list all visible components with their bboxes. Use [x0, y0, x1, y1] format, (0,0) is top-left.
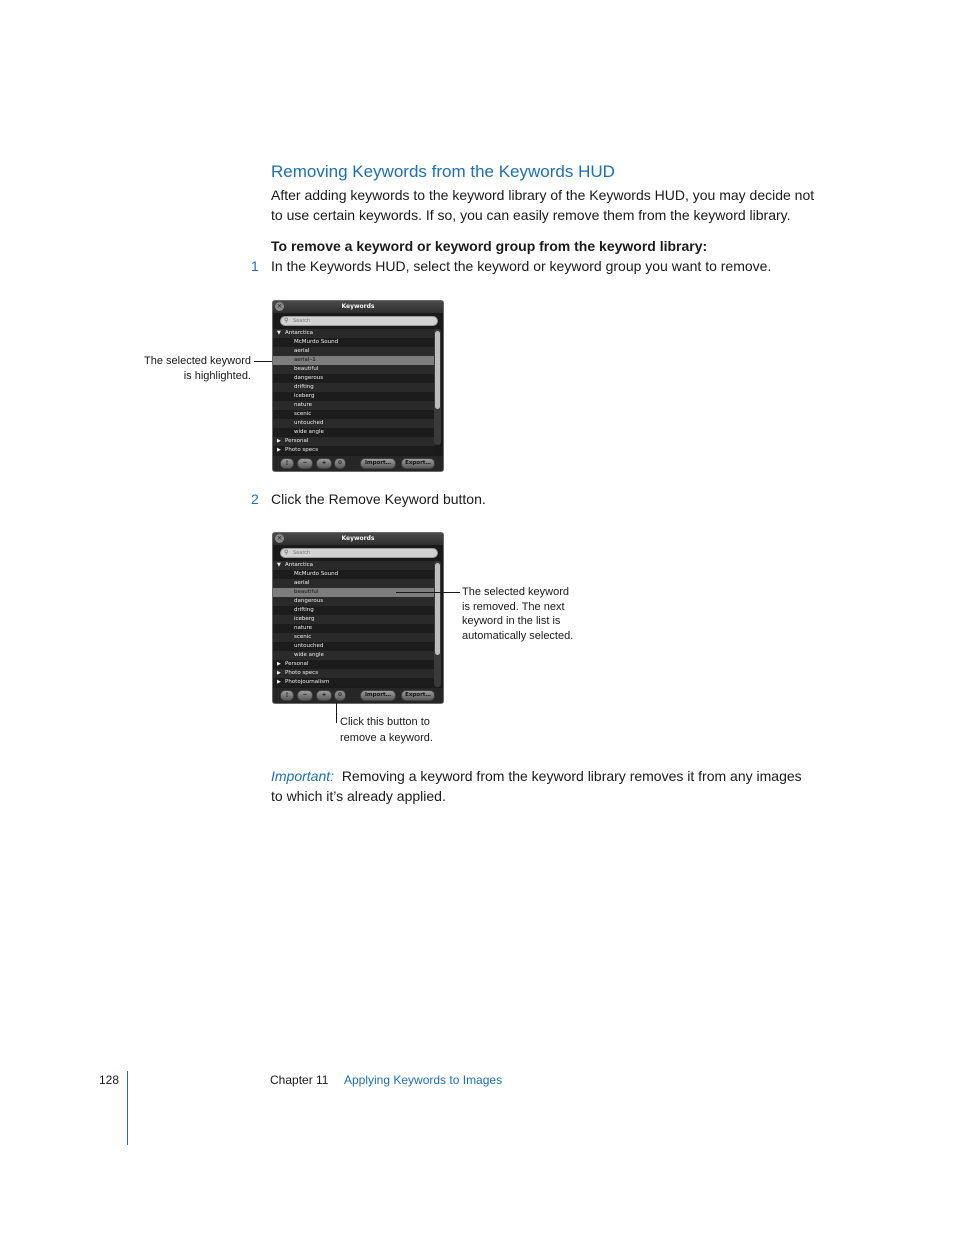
remove-keyword-button[interactable]: − [297, 458, 313, 469]
keyword-row[interactable] [273, 651, 435, 660]
keyword-label: drifting [294, 607, 314, 613]
disclosure-closed-icon[interactable]: ▶ [277, 661, 281, 667]
keyword-label: iceberg [294, 616, 315, 622]
keyword-row[interactable] [273, 597, 435, 606]
lock-button[interactable]: ▯ [280, 458, 294, 469]
keyword-row[interactable] [273, 347, 435, 356]
keyword-row[interactable] [273, 338, 435, 347]
keyword-group-row[interactable] [273, 660, 435, 669]
keyword-row[interactable] [273, 410, 435, 419]
keyword-row[interactable] [273, 642, 435, 651]
figure2-right-callout-line [396, 592, 460, 593]
close-icon[interactable]: × [276, 302, 283, 310]
keyword-list [273, 329, 435, 455]
keyword-label: iceberg [294, 393, 315, 399]
disclosure-open-icon[interactable]: ▼ [277, 330, 281, 336]
footer-rule [127, 1071, 128, 1145]
keyword-row[interactable] [273, 365, 435, 374]
keyword-list [273, 561, 435, 687]
figure2-right-caption-line1: The selected keyword [462, 586, 569, 598]
scrollbar[interactable] [434, 561, 441, 687]
keyword-row[interactable] [273, 356, 435, 365]
keyword-row[interactable] [273, 383, 435, 392]
keywords-hud-1 [272, 300, 444, 472]
add-keyword-button[interactable]: + [316, 458, 332, 469]
export-button[interactable]: Export… [401, 690, 435, 701]
keyword-row[interactable] [273, 624, 435, 633]
keyword-group-row[interactable] [273, 678, 435, 687]
search-placeholder: Search [293, 550, 311, 556]
intro-line-2: to use certain keywords. If so, you can easily remove them from the keyword library. [271, 207, 791, 223]
keyword-row[interactable] [273, 579, 435, 588]
keyword-row[interactable] [273, 374, 435, 383]
keyword-row[interactable] [273, 419, 435, 428]
important-line-1 [271, 766, 831, 786]
keyword-group-row[interactable] [273, 446, 435, 455]
scroll-thumb[interactable] [435, 563, 440, 655]
figure1-caption [120, 354, 251, 383]
keyword-row[interactable] [273, 606, 435, 615]
export-button[interactable]: Export… [401, 458, 435, 469]
keyword-label: untouched [294, 420, 324, 426]
figure2-bottom-caption-line2: remove a keyword. [340, 731, 433, 744]
keyword-label: Photo specs [285, 447, 319, 453]
figure2-bottom-caption-line1: Click this button to [340, 716, 430, 728]
important-text-1: Removing a keyword from the keyword library removes it from any images [341, 768, 802, 784]
scrollbar[interactable] [434, 329, 441, 445]
keyword-label: Personal [285, 438, 309, 444]
figure2-right-caption-line2: is removed. The next [462, 600, 565, 613]
keyword-label: nature [294, 402, 313, 408]
disclosure-closed-icon[interactable]: ▶ [277, 670, 281, 676]
search-field[interactable] [280, 548, 438, 558]
figure1-caption-line2: is highlighted. [183, 369, 251, 382]
figure2-right-caption [462, 585, 602, 643]
keyword-label: Antarctica [285, 330, 314, 336]
keyword-label: McMurdo Sound [294, 571, 339, 577]
keyword-label: dangerous [294, 375, 324, 381]
scroll-thumb[interactable] [435, 331, 440, 409]
keyword-label: untouched [294, 643, 324, 649]
task-heading: To remove a keyword or keyword group from the keyword library: [271, 238, 708, 254]
gear-icon[interactable]: ⚙ [334, 458, 346, 469]
intro-line-1: After adding keywords to the keyword library of the Keywords HUD, you may decide not [271, 187, 815, 203]
close-icon[interactable]: × [276, 534, 283, 542]
keyword-label: scenic [294, 634, 312, 640]
disclosure-open-icon[interactable]: ▼ [277, 562, 281, 568]
step-2-number: 2 [251, 491, 259, 507]
hud-title: Keywords [273, 533, 443, 545]
import-button[interactable]: Import… [360, 690, 396, 701]
important-line-2: to which it’s already applied. [271, 788, 446, 804]
chapter-label: Chapter 11 [270, 1073, 329, 1087]
keyword-label: wide angle [294, 429, 324, 435]
keyword-row[interactable] [273, 633, 435, 642]
keyword-label: McMurdo Sound [294, 339, 339, 345]
disclosure-closed-icon[interactable]: ▶ [277, 447, 281, 453]
chapter-title-link[interactable]: Applying Keywords to Images [344, 1073, 503, 1087]
step-1-number: 1 [251, 258, 259, 274]
page-number: 128 [99, 1073, 120, 1087]
keyword-label: Photojournalism [285, 679, 330, 685]
keyword-label: beautiful [294, 589, 319, 595]
gear-icon[interactable]: ⚙ [334, 690, 346, 701]
search-icon: ⚲ [284, 549, 289, 556]
keyword-label: aerial [294, 580, 310, 586]
keyword-label: dangerous [294, 598, 324, 604]
keyword-label: Personal [285, 661, 309, 667]
keyword-label: aerial–1 [294, 357, 316, 363]
lock-button[interactable]: ▯ [280, 690, 294, 701]
keyword-row[interactable] [273, 401, 435, 410]
search-placeholder: Search [293, 318, 311, 324]
hud-toolbar [273, 456, 443, 471]
keyword-label: nature [294, 625, 313, 631]
keyword-label: wide angle [294, 652, 324, 658]
figure2-right-caption-line4: automatically selected. [462, 629, 574, 642]
keyword-label: Antarctica [285, 562, 314, 568]
figure1-callout-line [254, 361, 273, 362]
keyword-row[interactable] [273, 570, 435, 579]
keyword-label: scenic [294, 411, 312, 417]
hud-toolbar [273, 688, 443, 703]
keywords-hud-2 [272, 532, 444, 704]
keyword-label: drifting [294, 384, 314, 390]
important-label: Important: [271, 768, 335, 784]
keyword-row[interactable] [273, 615, 435, 624]
figure1-caption-line1: The selected keyword [144, 355, 251, 367]
step-1-text: In the Keywords HUD, select the keyword or keyword group you want to remove. [271, 258, 772, 274]
keyword-row[interactable] [273, 428, 435, 437]
disclosure-closed-icon[interactable]: ▶ [277, 438, 281, 444]
keyword-row[interactable] [273, 392, 435, 401]
section-title: Removing Keywords from the Keywords HUD [271, 162, 615, 181]
search-icon: ⚲ [284, 317, 289, 324]
step-2-text: Click the Remove Keyword button. [271, 491, 486, 507]
figure2-bottom-caption [340, 715, 480, 746]
keyword-group-row[interactable] [273, 561, 435, 570]
add-keyword-button[interactable]: + [316, 690, 332, 701]
disclosure-closed-icon[interactable]: ▶ [277, 679, 281, 685]
keyword-label: aerial [294, 348, 310, 354]
keyword-label: Photo specs [285, 670, 319, 676]
figure2-right-caption-line3: keyword in the list is [462, 615, 561, 627]
keyword-group-row[interactable] [273, 329, 435, 338]
search-field[interactable] [280, 316, 438, 326]
keyword-group-row[interactable] [273, 669, 435, 678]
keyword-group-row[interactable] [273, 437, 435, 446]
figure2-bottom-callout-line [336, 703, 337, 723]
hud-title: Keywords [273, 301, 443, 313]
keyword-label: beautiful [294, 366, 319, 372]
import-button[interactable]: Import… [360, 458, 396, 469]
remove-keyword-button[interactable]: − [297, 690, 313, 701]
